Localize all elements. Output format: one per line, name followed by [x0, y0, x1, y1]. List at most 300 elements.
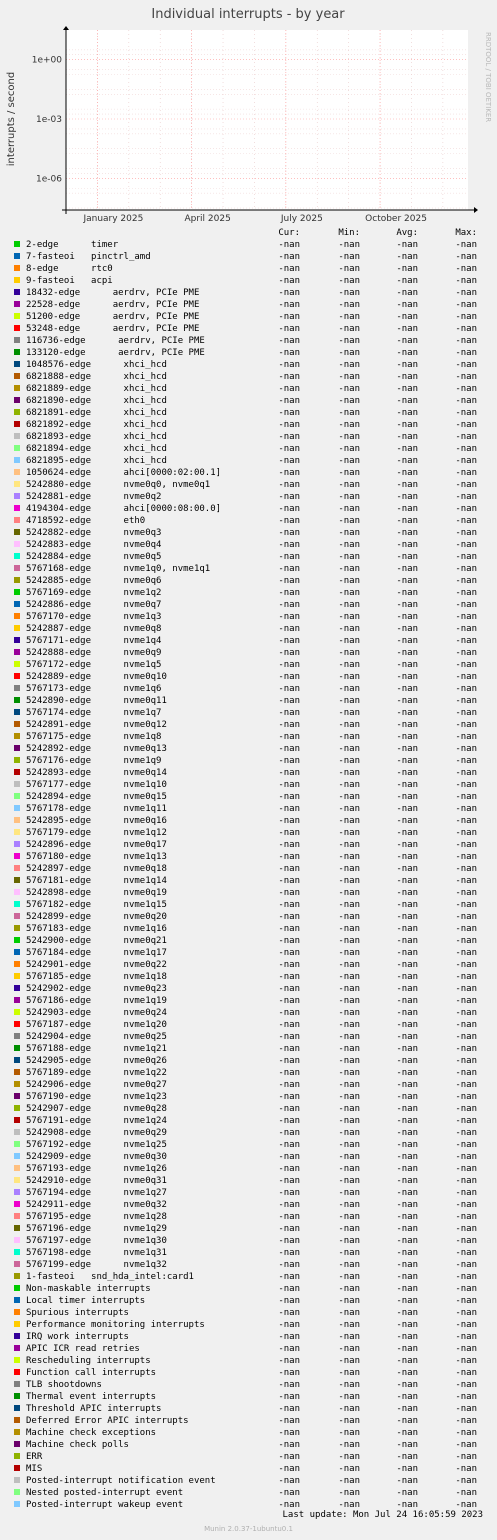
legend-item-name: 6821893-edge xhci_hcd [26, 432, 167, 442]
legend-swatch [14, 937, 20, 943]
legend-value-cur: -nan [278, 780, 300, 790]
legend-row [0, 551, 497, 563]
legend-item-name: 5767168-edge nvme1q0, nvme1q1 [26, 564, 211, 574]
legend-row [0, 743, 497, 755]
legend-value-min: -nan [338, 492, 360, 502]
legend-swatch [14, 457, 20, 463]
legend-value-cur: -nan [278, 300, 300, 310]
legend-item-name: 7-fasteoi pinctrl_amd [26, 252, 151, 262]
legend-value-max: -nan [455, 564, 477, 574]
legend-header-avg: Avg: [396, 228, 418, 238]
legend-swatch [14, 1081, 20, 1087]
legend-row [0, 1259, 497, 1271]
legend-row [0, 563, 497, 575]
legend-item-name: 6821892-edge xhci_hcd [26, 420, 167, 430]
legend-value-avg: -nan [396, 1224, 418, 1234]
legend-value-avg: -nan [396, 384, 418, 394]
legend-row [0, 875, 497, 887]
legend-value-min: -nan [338, 1080, 360, 1090]
legend-value-cur: -nan [278, 960, 300, 970]
legend-swatch [14, 541, 20, 547]
legend-row [0, 539, 497, 551]
legend-value-avg: -nan [396, 984, 418, 994]
legend-value-min: -nan [338, 744, 360, 754]
legend-row [0, 1163, 497, 1175]
legend-value-min: -nan [338, 1152, 360, 1162]
legend-item-name: 5242884-edge nvme0q5 [26, 552, 162, 562]
legend-item-name: Nested posted-interrupt event [26, 1488, 184, 1498]
legend-value-cur: -nan [278, 864, 300, 874]
legend-value-cur: -nan [278, 1332, 300, 1342]
legend-value-max: -nan [455, 1380, 477, 1390]
legend-value-max: -nan [455, 1464, 477, 1474]
legend-row [0, 1151, 497, 1163]
legend-swatch [14, 1093, 20, 1099]
legend-value-avg: -nan [396, 1500, 418, 1510]
legend-value-max: -nan [455, 1332, 477, 1342]
legend-row [0, 263, 497, 275]
legend-row [0, 1031, 497, 1043]
legend-item-name: 1048576-edge xhci_hcd [26, 360, 167, 370]
legend-swatch [14, 1057, 20, 1063]
legend-item-name: TLB shootdowns [26, 1380, 102, 1390]
legend-item-name: 9-fasteoi acpi [26, 276, 113, 286]
legend-value-min: -nan [338, 996, 360, 1006]
legend-value-avg: -nan [396, 1020, 418, 1030]
x-tick-label: October 2025 [365, 214, 427, 224]
legend-row [0, 719, 497, 731]
legend-value-min: -nan [338, 1332, 360, 1342]
legend-swatch [14, 385, 20, 391]
legend-value-avg: -nan [396, 1200, 418, 1210]
legend-value-avg: -nan [396, 1212, 418, 1222]
legend-item-name: 5767198-edge nvme1q31 [26, 1248, 167, 1258]
legend-swatch [14, 1357, 20, 1363]
legend-value-min: -nan [338, 276, 360, 286]
legend-swatch [14, 421, 20, 427]
legend-item-name: 8-edge rtc0 [26, 264, 113, 274]
legend-value-avg: -nan [396, 528, 418, 538]
legend-value-min: -nan [338, 792, 360, 802]
legend-row [0, 1067, 497, 1079]
legend-value-max: -nan [455, 828, 477, 838]
legend-item-name: 5767180-edge nvme1q13 [26, 852, 167, 862]
legend-row [0, 491, 497, 503]
legend-value-avg: -nan [396, 1056, 418, 1066]
legend-swatch [14, 1177, 20, 1183]
legend-swatch [14, 529, 20, 535]
legend-value-max: -nan [455, 816, 477, 826]
legend-swatch [14, 1501, 20, 1507]
legend-value-avg: -nan [396, 1416, 418, 1426]
legend-item-name: 5767173-edge nvme1q6 [26, 684, 162, 694]
legend-value-avg: -nan [396, 540, 418, 550]
y-axis-label: interrupts / second [6, 71, 17, 167]
legend-row [0, 827, 497, 839]
legend-swatch [14, 1441, 20, 1447]
legend-value-cur: -nan [278, 816, 300, 826]
legend-value-avg: -nan [396, 816, 418, 826]
legend-item-name: 6821894-edge xhci_hcd [26, 444, 167, 454]
legend-value-avg: -nan [396, 792, 418, 802]
legend-value-max: -nan [455, 672, 477, 682]
legend-item-name: 5242894-edge nvme0q15 [26, 792, 167, 802]
legend-value-min: -nan [338, 1392, 360, 1402]
legend-value-min: -nan [338, 1488, 360, 1498]
legend-value-cur: -nan [278, 456, 300, 466]
legend-item-name: 5242907-edge nvme0q28 [26, 1104, 167, 1114]
legend-row [0, 1019, 497, 1031]
legend-value-cur: -nan [278, 312, 300, 322]
legend-value-min: -nan [338, 1344, 360, 1354]
legend-swatch [14, 349, 20, 355]
legend-value-max: -nan [455, 924, 477, 934]
legend-value-cur: -nan [278, 708, 300, 718]
legend-swatch [14, 733, 20, 739]
legend-value-avg: -nan [396, 1152, 418, 1162]
legend-row [0, 467, 497, 479]
legend-value-avg: -nan [396, 396, 418, 406]
legend-value-max: -nan [455, 756, 477, 766]
legend-item-name: 6821888-edge xhci_hcd [26, 372, 167, 382]
legend-item-name: 5242897-edge nvme0q18 [26, 864, 167, 874]
legend-value-cur: -nan [278, 1248, 300, 1258]
legend-value-cur: -nan [278, 1308, 300, 1318]
plot-area [66, 30, 468, 210]
legend-value-cur: -nan [278, 936, 300, 946]
legend-value-min: -nan [338, 912, 360, 922]
legend-value-max: -nan [455, 900, 477, 910]
legend-value-avg: -nan [396, 480, 418, 490]
legend-value-min: -nan [338, 840, 360, 850]
legend-value-cur: -nan [278, 1116, 300, 1126]
legend-value-max: -nan [455, 912, 477, 922]
legend-value-cur: -nan [278, 1428, 300, 1438]
legend-value-cur: -nan [278, 1176, 300, 1186]
legend-row [0, 1199, 497, 1211]
legend-row [0, 947, 497, 959]
legend-item-name: 2-edge timer [26, 240, 119, 250]
legend-item-name: 5767178-edge nvme1q11 [26, 804, 167, 814]
legend-value-cur: -nan [278, 972, 300, 982]
legend-header-min: Min: [338, 228, 360, 238]
legend-value-avg: -nan [396, 732, 418, 742]
legend-value-cur: -nan [278, 384, 300, 394]
legend-value-max: -nan [455, 1020, 477, 1030]
legend-swatch [14, 973, 20, 979]
legend-row [0, 1367, 497, 1379]
legend-swatch [14, 949, 20, 955]
y-tick-label: 1e+00 [31, 55, 62, 66]
legend-swatch [14, 637, 20, 643]
legend-swatch [14, 1069, 20, 1075]
legend-row [0, 779, 497, 791]
legend-value-min: -nan [338, 984, 360, 994]
legend-value-avg: -nan [396, 900, 418, 910]
legend-value-min: -nan [338, 768, 360, 778]
legend-value-min: -nan [338, 1452, 360, 1462]
legend-item-name: 5767177-edge nvme1q10 [26, 780, 167, 790]
legend-value-cur: -nan [278, 984, 300, 994]
legend-value-min: -nan [338, 264, 360, 274]
legend-row [0, 983, 497, 995]
legend-value-avg: -nan [396, 564, 418, 574]
legend-value-avg: -nan [396, 1392, 418, 1402]
legend-value-min: -nan [338, 1056, 360, 1066]
legend-swatch [14, 709, 20, 715]
legend-value-avg: -nan [396, 864, 418, 874]
legend-value-avg: -nan [396, 324, 418, 334]
legend-value-avg: -nan [396, 1080, 418, 1090]
legend-row [0, 1175, 497, 1187]
legend-value-min: -nan [338, 252, 360, 262]
legend-swatch [14, 1117, 20, 1123]
legend-item-name: 6821889-edge xhci_hcd [26, 384, 167, 394]
legend-row [0, 707, 497, 719]
legend-value-max: -nan [455, 1344, 477, 1354]
legend-row [0, 431, 497, 443]
legend-value-max: -nan [455, 1188, 477, 1198]
legend-value-cur: -nan [278, 648, 300, 658]
legend-swatch [14, 1309, 20, 1315]
legend-item-name: 5767179-edge nvme1q12 [26, 828, 167, 838]
legend-item-name: 5767169-edge nvme1q2 [26, 588, 162, 598]
legend-value-max: -nan [455, 396, 477, 406]
legend-value-min: -nan [338, 1464, 360, 1474]
legend-row [0, 1211, 497, 1223]
legend-value-max: -nan [455, 684, 477, 694]
legend-swatch [14, 337, 20, 343]
legend-row [0, 683, 497, 695]
legend-value-avg: -nan [396, 1296, 418, 1306]
legend-item-name: MIS [26, 1464, 43, 1474]
legend-item-name: 5767176-edge nvme1q9 [26, 756, 162, 766]
legend-row [0, 887, 497, 899]
legend-value-min: -nan [338, 972, 360, 982]
legend-value-cur: -nan [278, 528, 300, 538]
legend-value-max: -nan [455, 432, 477, 442]
y-tick-label: 1e-06 [36, 174, 62, 185]
legend-value-cur: -nan [278, 252, 300, 262]
legend-value-cur: -nan [278, 720, 300, 730]
legend-value-max: -nan [455, 492, 477, 502]
legend-item-name: 18432-edge aerdrv, PCIe PME [26, 288, 200, 298]
legend-swatch [14, 325, 20, 331]
legend-value-cur: -nan [278, 1020, 300, 1030]
legend-item-name: 5242899-edge nvme0q20 [26, 912, 167, 922]
legend-value-avg: -nan [396, 1344, 418, 1354]
legend-row [0, 1415, 497, 1427]
legend-item-name: 6821895-edge xhci_hcd [26, 456, 167, 466]
legend-value-max: -nan [455, 1260, 477, 1270]
legend-item-name: 5767181-edge nvme1q14 [26, 876, 167, 886]
legend-swatch [14, 481, 20, 487]
legend-value-min: -nan [338, 588, 360, 598]
legend-value-max: -nan [455, 660, 477, 670]
legend-value-avg: -nan [396, 708, 418, 718]
legend-item-name: 5767194-edge nvme1q27 [26, 1188, 167, 1198]
legend-item-name: 5242896-edge nvme0q17 [26, 840, 167, 850]
legend-item-name: 5242887-edge nvme0q8 [26, 624, 162, 634]
legend-value-cur: -nan [278, 912, 300, 922]
legend-value-min: -nan [338, 576, 360, 586]
legend-swatch [14, 577, 20, 583]
legend-value-cur: -nan [278, 684, 300, 694]
legend-row [0, 1103, 497, 1115]
legend-row [0, 251, 497, 263]
legend-item-name: ERR [26, 1452, 43, 1462]
legend-value-min: -nan [338, 684, 360, 694]
legend-value-avg: -nan [396, 948, 418, 958]
legend-row [0, 1475, 497, 1487]
legend-value-avg: -nan [396, 1092, 418, 1102]
legend-row [0, 1223, 497, 1235]
legend-value-min: -nan [338, 876, 360, 886]
legend-value-avg: -nan [396, 1188, 418, 1198]
legend-value-max: -nan [455, 1488, 477, 1498]
legend-row [0, 1343, 497, 1355]
x-axis-ticks [82, 214, 427, 224]
legend-value-avg: -nan [396, 1356, 418, 1366]
legend-value-max: -nan [455, 276, 477, 286]
legend-value-min: -nan [338, 1260, 360, 1270]
legend-row [0, 695, 497, 707]
legend-item-name: 5242909-edge nvme0q30 [26, 1152, 167, 1162]
legend-swatch [14, 553, 20, 559]
legend-value-avg: -nan [396, 924, 418, 934]
legend-swatch [14, 1369, 20, 1375]
legend-value-min: -nan [338, 888, 360, 898]
legend-value-cur: -nan [278, 1368, 300, 1378]
legend-item-name: 5242900-edge nvme0q21 [26, 936, 167, 946]
legend-value-min: -nan [338, 720, 360, 730]
legend-value-min: -nan [338, 288, 360, 298]
legend-row [0, 1043, 497, 1055]
legend-value-avg: -nan [396, 432, 418, 442]
legend-row [0, 623, 497, 635]
legend-value-cur: -nan [278, 1500, 300, 1510]
legend-row [0, 1487, 497, 1499]
legend-value-min: -nan [338, 324, 360, 334]
legend-item-name: 5767186-edge nvme1q19 [26, 996, 167, 1006]
last-update: Last update: Mon Jul 24 16:05:59 2023 [282, 1510, 483, 1520]
legend-row [0, 995, 497, 1007]
x-tick-label: July 2025 [280, 214, 323, 224]
legend-value-max: -nan [455, 1368, 477, 1378]
legend-swatch [14, 1321, 20, 1327]
legend-value-max: -nan [455, 240, 477, 250]
legend-value-cur: -nan [278, 888, 300, 898]
legend-swatch [14, 265, 20, 271]
legend-row [0, 1247, 497, 1259]
legend-value-max: -nan [455, 444, 477, 454]
legend-value-min: -nan [338, 552, 360, 562]
legend-item-name: 5767185-edge nvme1q18 [26, 972, 167, 982]
legend-value-cur: -nan [278, 1344, 300, 1354]
legend-item-name: Machine check exceptions [26, 1428, 157, 1438]
legend-value-min: -nan [338, 936, 360, 946]
legend-value-max: -nan [455, 804, 477, 814]
legend-swatch [14, 1333, 20, 1339]
legend-value-min: -nan [338, 1284, 360, 1294]
legend-item-name: 5242910-edge nvme0q31 [26, 1176, 167, 1186]
legend-swatch [14, 781, 20, 787]
legend-value-max: -nan [455, 1320, 477, 1330]
legend-item-name: Machine check polls [26, 1440, 129, 1450]
legend-value-avg: -nan [396, 888, 418, 898]
legend-value-avg: -nan [396, 648, 418, 658]
legend-swatch [14, 313, 20, 319]
legend-swatch [14, 493, 20, 499]
legend-value-avg: -nan [396, 372, 418, 382]
legend-row [0, 1127, 497, 1139]
legend-value-avg: -nan [396, 1368, 418, 1378]
legend-item-name: 4194304-edge ahci[0000:08:00.0] [26, 504, 222, 514]
legend-item-name: 4718592-edge eth0 [26, 516, 146, 526]
legend-swatch [14, 601, 20, 607]
legend-row [0, 1283, 497, 1295]
legend-row [0, 311, 497, 323]
legend-value-max: -nan [455, 264, 477, 274]
legend-swatch [14, 1381, 20, 1387]
legend-row [0, 1463, 497, 1475]
legend-swatch [14, 685, 20, 691]
y-axis-ticks [32, 56, 63, 185]
legend-value-avg: -nan [396, 612, 418, 622]
legend-value-cur: -nan [278, 240, 300, 250]
legend-value-avg: -nan [396, 720, 418, 730]
legend-item-name: 5242893-edge nvme0q14 [26, 768, 167, 778]
legend-row [0, 815, 497, 827]
legend-value-cur: -nan [278, 1224, 300, 1234]
legend-value-min: -nan [338, 864, 360, 874]
legend-swatch [14, 397, 20, 403]
legend-value-cur: -nan [278, 1164, 300, 1174]
legend-value-max: -nan [455, 1128, 477, 1138]
legend-value-avg: -nan [396, 1452, 418, 1462]
legend-swatch [14, 817, 20, 823]
legend-value-avg: -nan [396, 1164, 418, 1174]
legend-swatch [14, 517, 20, 523]
legend-value-max: -nan [455, 1248, 477, 1258]
legend-row [0, 839, 497, 851]
legend-value-min: -nan [338, 408, 360, 418]
legend-value-max: -nan [455, 1224, 477, 1234]
x-axis-arrow [474, 207, 478, 213]
legend-value-min: -nan [338, 504, 360, 514]
legend-value-avg: -nan [396, 360, 418, 370]
legend-swatch [14, 1237, 20, 1243]
legend-row [0, 287, 497, 299]
legend-swatch [14, 1033, 20, 1039]
legend-value-avg: -nan [396, 1248, 418, 1258]
legend-value-max: -nan [455, 1164, 477, 1174]
legend-value-min: -nan [338, 1500, 360, 1510]
legend-value-max: -nan [455, 696, 477, 706]
legend-value-cur: -nan [278, 324, 300, 334]
legend-value-min: -nan [338, 636, 360, 646]
legend-value-avg: -nan [396, 876, 418, 886]
legend-value-min: -nan [338, 1248, 360, 1258]
legend-value-max: -nan [455, 1092, 477, 1102]
legend-swatch [14, 433, 20, 439]
legend-value-max: -nan [455, 504, 477, 514]
legend-value-max: -nan [455, 984, 477, 994]
legend-value-min: -nan [338, 432, 360, 442]
legend-value-avg: -nan [396, 1140, 418, 1150]
legend-value-min: -nan [338, 1224, 360, 1234]
legend-header-cur: Cur: [278, 228, 300, 238]
